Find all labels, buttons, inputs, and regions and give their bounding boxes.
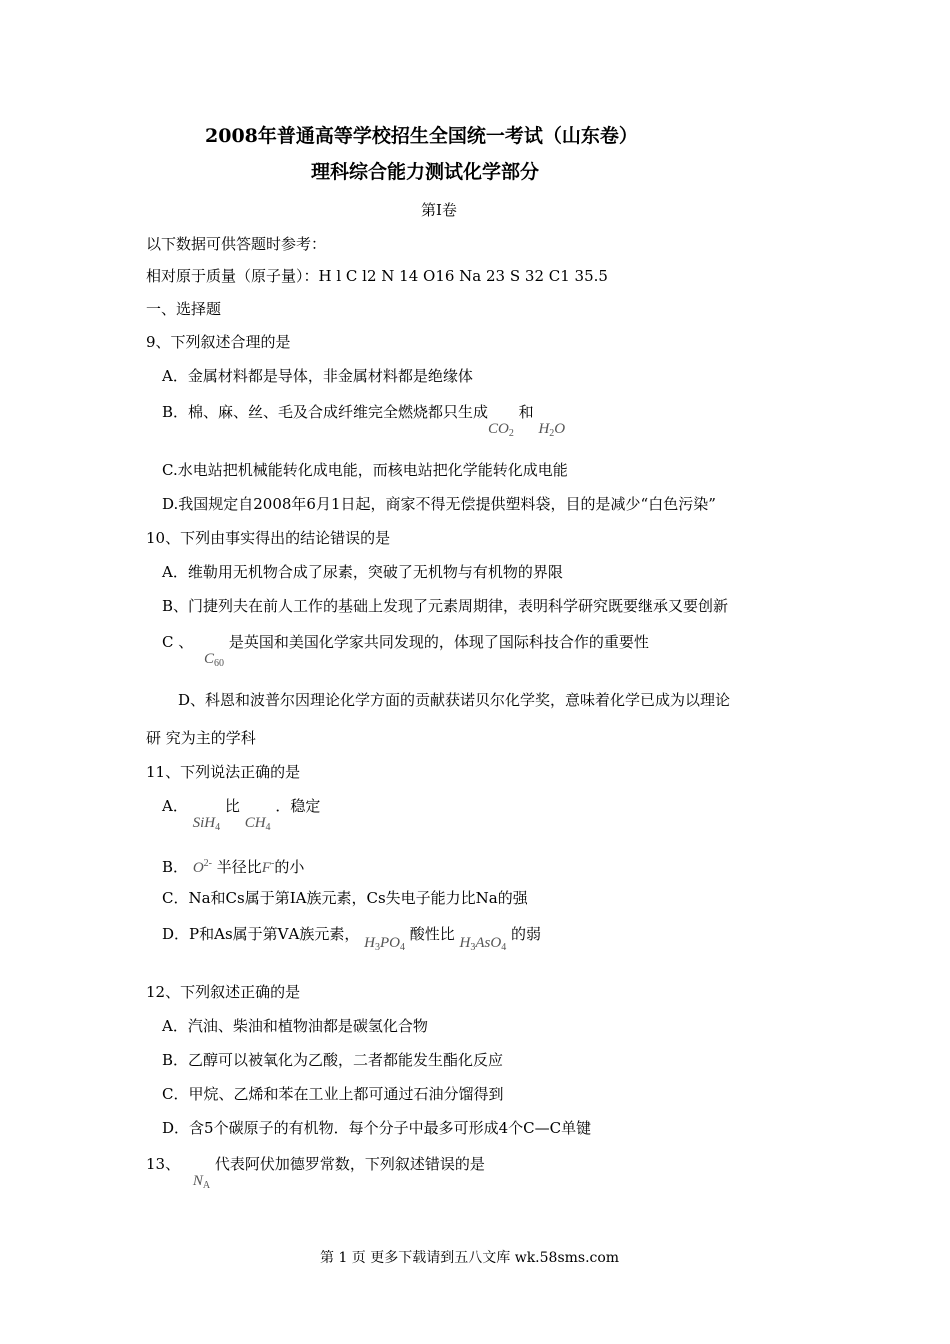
q13-number: 13、 (146, 1155, 181, 1173)
q9-option-d: D.我国规定自2008年6月1日起，商家不得无偿提供塑料袋，目的是减少“白色污染” (162, 495, 716, 513)
q11-option-d-end: 的弱 (511, 925, 542, 943)
q12-option-d: D．含5个碳原子的有机物．每个分子中最多可形成4个C—C单键 (162, 1119, 592, 1137)
q11-option-a-text: ．稳定 (275, 797, 321, 815)
q11-option-a-label: A． (162, 797, 188, 815)
q10-option-d: D、科恩和波普尔因理论化学方面的贡献获诺贝尔化学奖，意味着化学已成为以理论 (178, 691, 731, 709)
q13-stem (146, 1154, 485, 1191)
q10-stem: 10、下列由事实得出的结论错误的是 (146, 529, 391, 547)
q11-option-b-text: 的小 (274, 858, 305, 876)
section-heading: 一、选择题 (146, 300, 222, 318)
q10-option-c-text: 是英国和美国化学家共同发现的，体现了国际科技合作的重要性 (228, 633, 649, 651)
q11-option-c: C．Na和Cs属于第ⅠA族元素，Cs失电子能力比Na的强 (162, 889, 528, 907)
volume-label: 第Ⅰ卷 (421, 201, 457, 219)
q11-option-a (162, 796, 321, 833)
h3po4-formula: $H_3PO_4$ (364, 935, 405, 953)
q12-option-a: A．汽油、柴油和植物油都是碳氢化合物 (162, 1017, 428, 1035)
page-footer: 第 1 页 更多下载请到五八文库 wk.58sms.com (320, 1250, 620, 1266)
q11-option-d (162, 924, 542, 953)
h3aso4-formula: $H_3AsO_4$ (459, 935, 507, 953)
title-line-1: 2008年普通高等学校招生全国统一考试（山东卷） (205, 125, 638, 147)
q11-option-d-text: D．P和As属于第ⅤA族元素， (162, 925, 360, 943)
q12-stem: 12、下列叙述正确的是 (146, 983, 301, 1001)
q9-option-b-text: B．棉、麻、丝、毛及合成纤维完全燃烧都只生成 (162, 403, 489, 421)
q10-option-c-label: C 、 (162, 633, 194, 651)
na-formula: $N_A$ (192, 1173, 211, 1191)
q9-option-c: C.水电站把机械能转化成电能，而核电站把化学能转化成电能 (162, 461, 568, 479)
q12-option-c: C．甲烷、乙烯和苯在工业上都可通过石油分馏得到 (162, 1085, 504, 1103)
fminus-formula: F- (261, 858, 275, 876)
q9-option-b (162, 402, 566, 439)
q11-option-b-label: B． (162, 858, 189, 876)
co2-formula: $CO_2$ (488, 421, 514, 439)
title-line-2: 理科综合能力测试化学部分 (311, 161, 540, 183)
c60-formula: $C_{60}$ (204, 651, 225, 669)
q11-option-d-compare: 酸性比 (409, 925, 455, 943)
q10-option-c (162, 632, 649, 669)
q9-option-a: A．金属材料都是导体，非金属材料都是绝缘体 (162, 367, 473, 385)
o2minus-formula: $O^{2-}$ (192, 858, 212, 876)
q11-option-b (162, 854, 304, 878)
q9-option-b-and: 和 (518, 403, 534, 421)
h2o-formula: $H_2O$ (538, 421, 566, 439)
intro-atomic-masses: 相对原于质量（原子量）：H l C l2 N 14 O16 Na 23 S 32 C1 35.5 (146, 267, 608, 285)
q11-option-b-compare: 半径比 (216, 858, 262, 876)
q10-option-a: A．维勒用无机物合成了尿素，突破了无机物与有机物的界限 (162, 563, 563, 581)
q10-option-b: B、门捷列夫在前人工作的基础上发现了元素周期律，表明科学研究既要继承又要创新 (162, 597, 729, 615)
ch4-formula: $CH_4$ (244, 815, 271, 833)
q11-option-a-compare: 比 (224, 797, 240, 815)
sih4-formula: SiH$_4$ (192, 815, 221, 833)
q9-stem: 9、下列叙述合理的是 (146, 333, 291, 351)
q12-option-b: B．乙醇可以被氧化为乙酸，二者都能发生酯化反应 (162, 1051, 504, 1069)
q11-stem: 11、下列说法正确的是 (146, 763, 301, 781)
q10-option-d-continued: 研 究为主的学科 (146, 729, 256, 747)
intro-line-1: 以下数据可供答题时参考： (146, 235, 327, 253)
q13-text: 代表阿伏加德罗常数，下列叙述错误的是 (214, 1155, 485, 1173)
